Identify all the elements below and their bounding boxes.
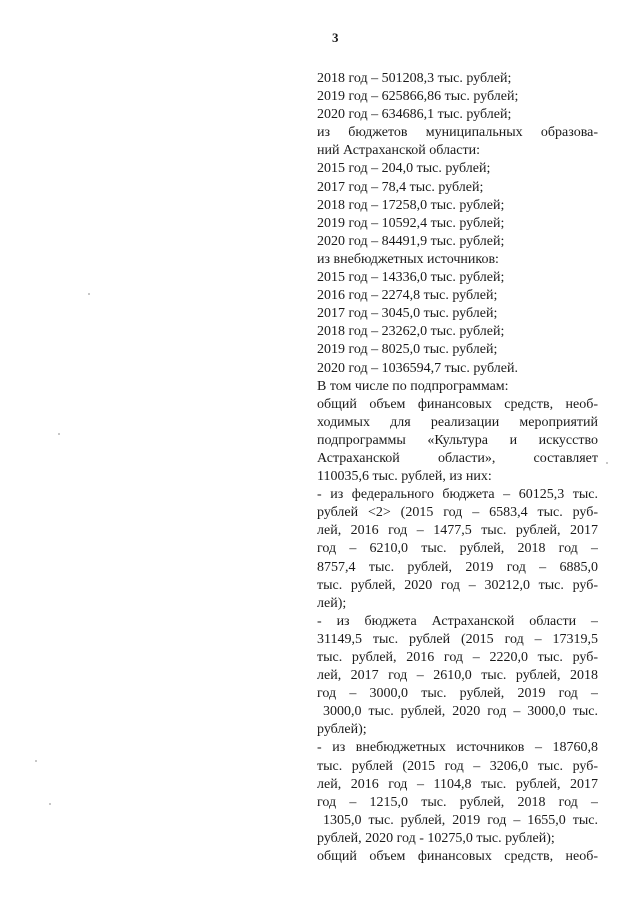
text-line: тыс. рублей (2015 год – 3206,0 тыс. руб- — [317, 758, 598, 774]
text-line: ний Астраханской области: — [317, 143, 480, 159]
text-line: 2017 год – 3045,0 тыс. рублей; — [317, 306, 498, 322]
text-line: В том числе по подпрограммам: — [317, 378, 509, 394]
text-line: тыс. рублей, 2016 год – 2220,0 тыс. руб- — [317, 650, 598, 665]
text-line: лей, 2017 год – 2610,0 тыс. рублей, 2018 — [317, 668, 598, 684]
text-line: подпрограммы «Культура и искусство — [317, 432, 598, 448]
text-line: 3000,0 тыс. рублей, 2020 год – 3000,0 тыс. — [323, 704, 598, 720]
text-line: ходимых для реализации мероприятий — [317, 414, 598, 430]
text-line: 31149,5 тыс. рублей (2015 год – 17319,5 — [317, 631, 598, 647]
text-line: год – 6210,0 тыс. рублей, 2018 год – — [317, 541, 598, 557]
text-line: 2018 год – 501208,3 тыс. рублей; — [317, 71, 512, 86]
text-line: - из внебюджетных источников – 18760,8 — [317, 740, 598, 756]
document-text-column — [317, 70, 598, 866]
text-line: 2020 год – 634686,1 тыс. рублей; — [317, 107, 512, 123]
text-line: - из бюджета Астраханской области – — [317, 613, 598, 629]
text-line: 2015 год – 204,0 тыс. рублей; — [317, 161, 491, 177]
text-line: 2019 год – 625866,86 тыс. рублей; — [317, 89, 519, 105]
text-line: 2018 год – 23262,0 тыс. рублей; — [317, 324, 505, 340]
text-line: рублей); — [317, 722, 367, 738]
text-line: - из федерального бюджета – 60125,3 тыс. — [317, 487, 598, 503]
text-line: 110035,6 тыс. рублей, из них: — [317, 469, 492, 485]
text-line: 2016 год – 2274,8 тыс. рублей; — [317, 288, 498, 304]
text-line: год – 1215,0 тыс. рублей, 2018 год – — [317, 794, 598, 810]
scan-speck — [88, 293, 90, 295]
text-line: 2020 год – 1036594,7 тыс. рублей. — [317, 360, 518, 376]
text-line: лей, 2016 год – 1477,5 тыс. рублей, 2017 — [317, 523, 598, 539]
text-line: рублей, 2020 год - 10275,0 тыс. рублей); — [317, 830, 555, 846]
scan-speck — [606, 462, 608, 464]
text-line: рублей <2> (2015 год – 6583,4 тыс. руб- — [317, 505, 598, 521]
text-line: Астраханской области», составляет — [317, 450, 598, 466]
text-line: из внебюджетных источников: — [317, 251, 499, 267]
text-line: общий объем финансовых средств, необ- — [317, 849, 598, 865]
text-line: 8757,4 тыс. рублей, 2019 год – 6885,0 — [317, 559, 598, 575]
scan-speck — [58, 433, 60, 435]
text-line: 2018 год – 17258,0 тыс. рублей; — [317, 197, 505, 213]
text-line: лей); — [317, 595, 347, 611]
text-line: 2019 год – 10592,4 тыс. рублей; — [317, 215, 505, 231]
text-line: 2019 год – 8025,0 тыс. рублей; — [317, 342, 498, 358]
text-line: общий объем финансовых средств, необ- — [317, 396, 598, 412]
text-line: 2015 год – 14336,0 тыс. рублей; — [317, 270, 505, 286]
text-line: из бюджетов муниципальных образова- — [317, 125, 598, 141]
text-line: год – 3000,0 тыс. рублей, 2019 год – — [317, 686, 598, 702]
scan-speck — [49, 803, 51, 805]
text-line: лей, 2016 год – 1104,8 тыс. рублей, 2017 — [317, 776, 598, 792]
text-line: 2017 год – 78,4 тыс. рублей; — [317, 179, 484, 195]
text-line: 2020 год – 84491,9 тыс. рублей; — [317, 233, 505, 249]
text-line: 1305,0 тыс. рублей, 2019 год – 1655,0 тыс. — [323, 812, 598, 828]
page-number: 3 — [332, 30, 339, 45]
scan-speck — [35, 760, 37, 762]
text-line: тыс. рублей, 2020 год – 30212,0 тыс. руб- — [317, 577, 598, 593]
